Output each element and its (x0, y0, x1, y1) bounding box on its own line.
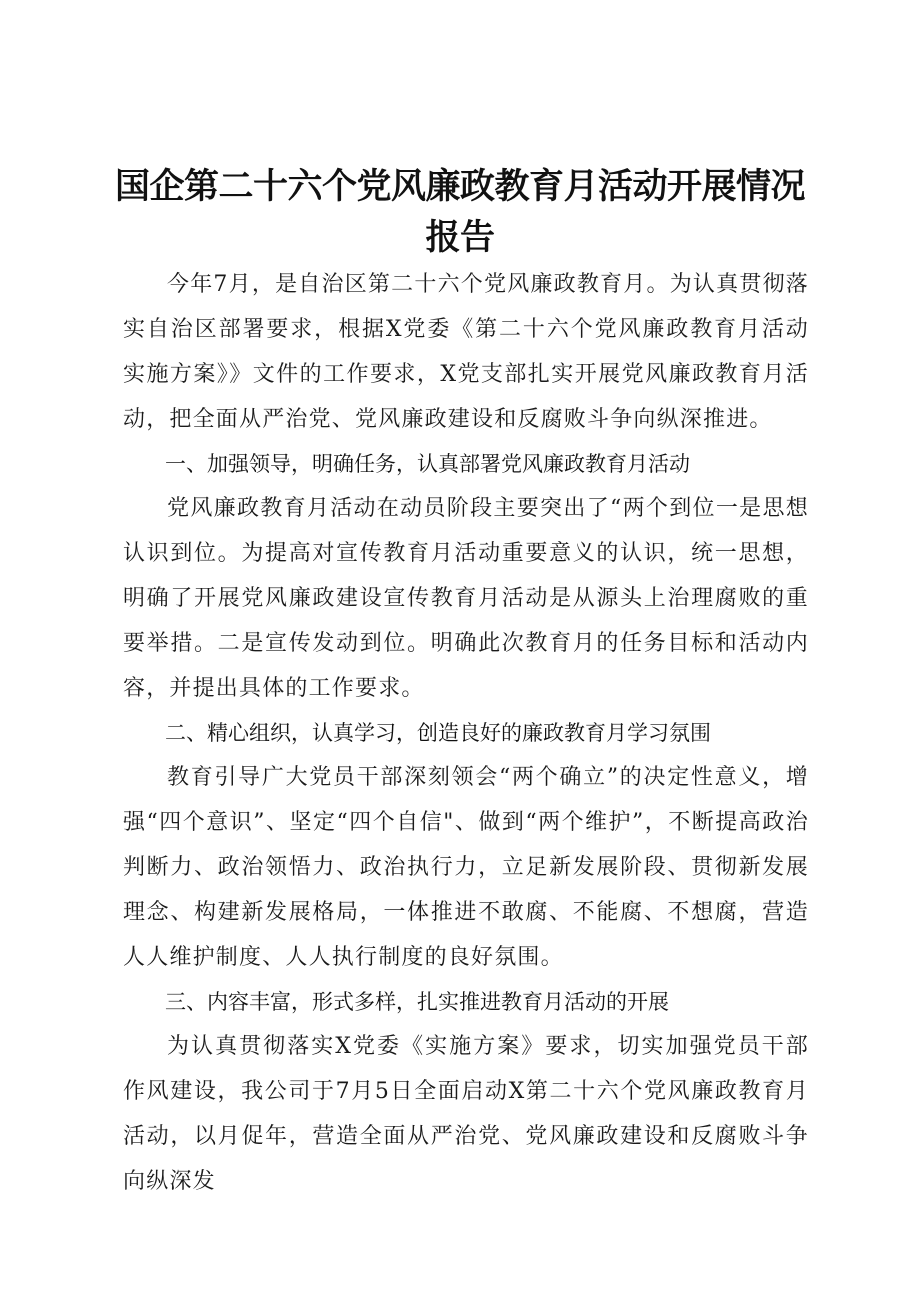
section-heading-2: 二、精心组织，认真学习，创造良好的廉政教育月学习氛围 (165, 721, 711, 745)
section-heading-3: 三、内容丰富，形式多样，扎实推进教育月活动的开展 (165, 990, 669, 1014)
paragraph-section-3: 为认真贯彻落实X党委《实施方案》要求，切实加强党员干部作风建设，我公司于7月5日全面启动X第二十六个党风廉政教育月活动，以月促年，营造全面从严治党、党风廉政建设和反腐败斗争向纵深发 (123, 1034, 809, 1194)
document-title: 国企第二十六个党风廉政教育月活动开展情况报告 (114, 167, 805, 258)
paragraph-section-1: 党风廉政教育月活动在动员阶段主要突出了“两个到位一是思想认识到位。为提高对宣传教育月活动重要意义的认识，统一思想，明确了开展党风廉政建设宣传教育月活动是从源头上治理腐败的重要举措。二是宣传发动到位。明确此次教育月的任务目标和活动内容，并提出具体的工作要求。 (123, 496, 809, 701)
section-heading-1: 一、加强领导，明确任务，认真部署党风廉政教育月活动 (165, 452, 690, 476)
paragraph-section-2: 教育引导广大党员干部深刻领会“两个确立”的决定性意义，增强“四个意识”、坚定“四个自信"、做到“两个维护”，不断提高政治判断力、政治领悟力、政治执行力，立足新发展阶段、贯彻新发展理念、构建新发展格局，一体推进不敢腐、不能腐、不想腐，营造人人维护制度、人人执行制度的良好氛围。 (123, 765, 809, 970)
paragraph-intro: 今年7月，是自治区第二十六个党风廉政教育月。为认真贯彻落实自治区部署要求，根据X党委《第二十六个党风廉政教育月活动实施方案》》文件的工作要求，X党支部扎实开展党风廉政教育月活动，把全面从严治党、党风廉政建设和反腐败斗争向纵深推进。 (123, 272, 809, 432)
document-body (123, 262, 809, 1204)
